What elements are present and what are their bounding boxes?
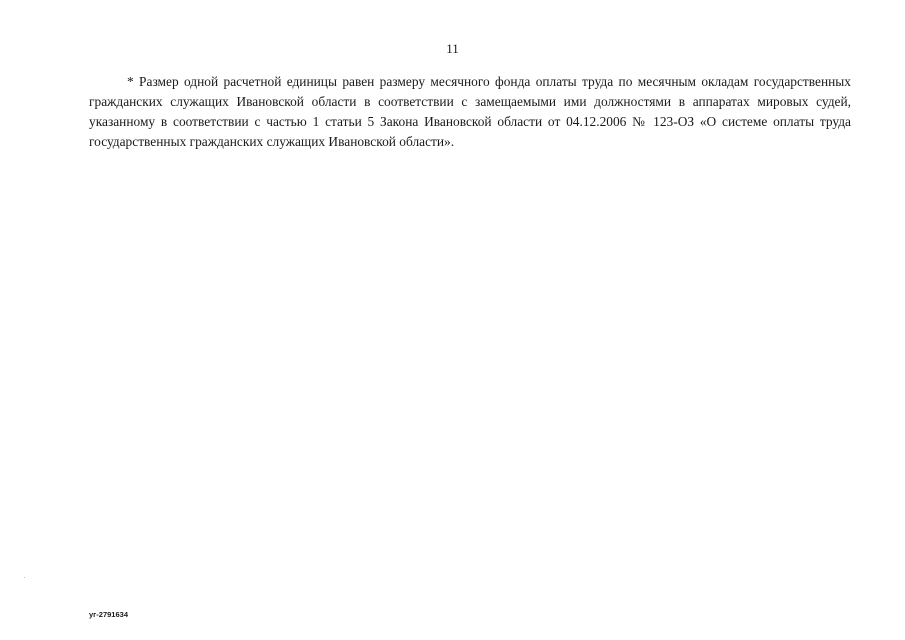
page-number: 11 [446,41,459,56]
document-code: уг-2791634 [89,610,128,619]
scan-speck [24,577,25,578]
footnote-text: * Размер одной расчетной единицы равен размеру месячного фонда оплаты труда по месячным окладам государственных гражданских служащих Ивановской области в соответствии с замещаемыми ими должностями в аппаратах мировых судей, указанному в соответствии с частью 1 статьи 5 Закона Ивановской области от 04.12.2006 № 123-ОЗ «О системе оплаты труда государственных гражданских служащих Ивановской области». [89,74,851,149]
